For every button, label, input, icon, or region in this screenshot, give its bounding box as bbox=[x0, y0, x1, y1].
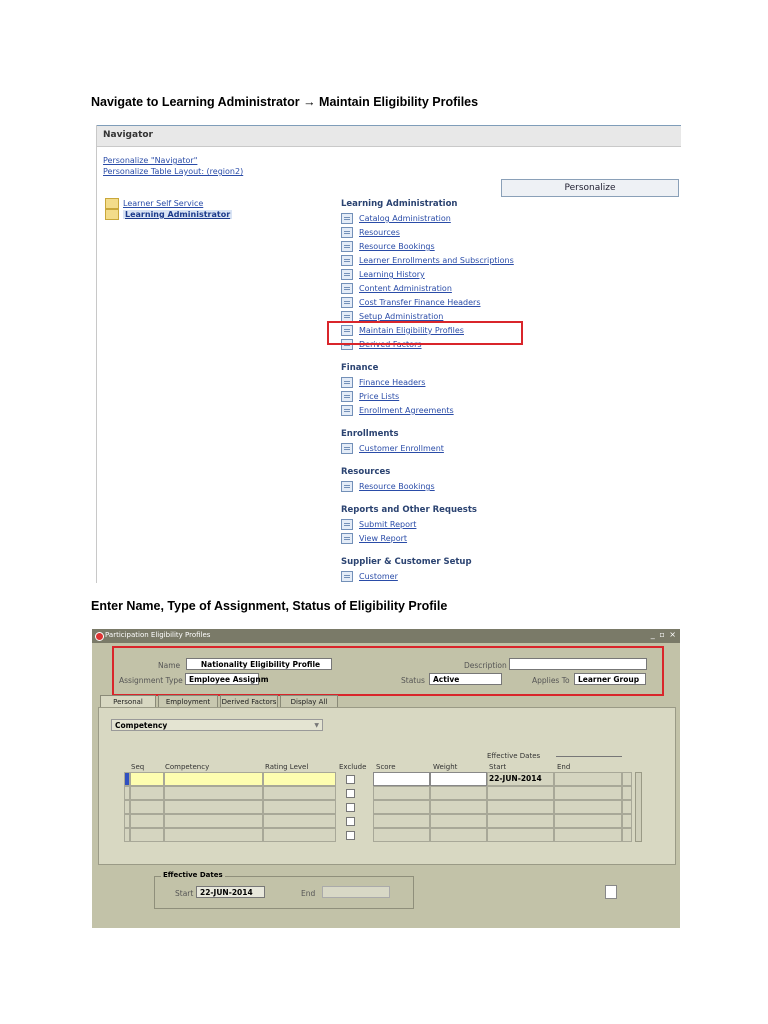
function-resource-bookings-2[interactable]: Resource Bookings bbox=[341, 481, 435, 493]
responsibility-learner-self-service[interactable] bbox=[105, 198, 203, 209]
weight-cell[interactable] bbox=[430, 786, 487, 800]
col-competency: Competency bbox=[165, 763, 210, 771]
start-cell[interactable] bbox=[487, 814, 554, 828]
function-price-lists[interactable]: Price Lists bbox=[341, 391, 399, 403]
folder-icon bbox=[105, 198, 119, 209]
row-flex-cell[interactable] bbox=[622, 800, 632, 814]
score-cell[interactable] bbox=[373, 772, 430, 786]
function-icon bbox=[341, 533, 353, 544]
seq-cell[interactable] bbox=[130, 814, 164, 828]
function-icon bbox=[341, 519, 353, 530]
rating-level-cell[interactable] bbox=[263, 800, 336, 814]
start-value: 22-JUN-2014 bbox=[489, 774, 542, 783]
weight-cell[interactable] bbox=[430, 800, 487, 814]
highlight-box-maintain-eligibility bbox=[327, 321, 523, 345]
description-label: Description bbox=[464, 661, 507, 670]
exclude-checkbox[interactable] bbox=[346, 803, 355, 812]
start-cell[interactable] bbox=[487, 772, 554, 786]
start-cell[interactable] bbox=[487, 786, 554, 800]
applies-to-field[interactable]: Learner Group bbox=[574, 673, 646, 685]
rating-level-cell[interactable] bbox=[263, 772, 336, 786]
rating-level-cell[interactable] bbox=[263, 814, 336, 828]
step-heading-navigate: Navigate to Learning Administrator → Maintain Eligibility Profiles bbox=[91, 95, 479, 109]
tab-derived-factors[interactable]: Derived Factors bbox=[220, 695, 278, 707]
function-icon bbox=[341, 405, 353, 416]
group-finance: Finance bbox=[341, 363, 379, 373]
function-icon bbox=[341, 241, 353, 252]
status-field[interactable]: Active bbox=[429, 673, 502, 685]
function-customer[interactable]: Customer bbox=[341, 571, 398, 583]
function-cost-transfer[interactable]: Cost Transfer Finance Headers bbox=[341, 297, 480, 309]
function-icon bbox=[341, 571, 353, 582]
group-reports: Reports and Other Requests bbox=[341, 505, 477, 515]
function-learner-enrollments[interactable]: Learner Enrollments and Subscriptions bbox=[341, 255, 514, 267]
competency-cell[interactable] bbox=[164, 786, 263, 800]
end-cell[interactable] bbox=[554, 814, 622, 828]
function-catalog-administration[interactable]: Catalog Administration bbox=[341, 213, 451, 225]
col-exclude: Exclude bbox=[339, 763, 367, 771]
navigator-screenshot bbox=[96, 125, 681, 583]
function-icon bbox=[341, 269, 353, 280]
function-icon bbox=[341, 213, 353, 224]
effective-start-label: Start bbox=[175, 889, 194, 898]
status-label: Status bbox=[401, 676, 425, 685]
rating-level-cell[interactable] bbox=[263, 828, 336, 842]
group-resources: Resources bbox=[341, 467, 391, 477]
criteria-select-value: Competency bbox=[115, 721, 168, 730]
effective-start-field[interactable]: 22-JUN-2014 bbox=[196, 886, 265, 898]
function-submit-report[interactable]: Submit Report bbox=[341, 519, 416, 531]
function-icon bbox=[341, 391, 353, 402]
chevron-down-icon: ▼ bbox=[314, 722, 319, 729]
effective-dates-header: Effective Dates bbox=[487, 752, 541, 760]
navigator-titlebar bbox=[97, 126, 681, 147]
form-window-title: Participation Eligibility Profiles bbox=[105, 631, 211, 639]
col-rating-level: Rating Level bbox=[265, 763, 309, 771]
highlight-box-profile-header bbox=[112, 646, 664, 696]
function-maintain-eligibility-profiles[interactable]: Maintain Eligibility Profiles bbox=[341, 325, 464, 337]
effective-dates-title: Effective Dates bbox=[163, 871, 223, 879]
function-customer-enrollment[interactable]: Customer Enrollment bbox=[341, 443, 444, 455]
group-learning-administration: Learning Administration bbox=[341, 199, 458, 209]
assignment-type-field[interactable]: Employee Assignm bbox=[185, 673, 259, 685]
responsibility-learning-administrator[interactable] bbox=[105, 209, 232, 220]
score-cell[interactable] bbox=[373, 814, 430, 828]
function-learning-history[interactable]: Learning History bbox=[341, 269, 425, 281]
exclude-checkbox[interactable] bbox=[346, 775, 355, 784]
tab-display-all[interactable]: Display All bbox=[280, 695, 338, 707]
function-icon bbox=[341, 297, 353, 308]
personalize-table-layout-link[interactable]: Personalize Table Layout: (region2) bbox=[103, 167, 244, 176]
assignment-type-label: Assignment Type bbox=[119, 676, 183, 685]
function-view-report[interactable]: View Report bbox=[341, 533, 407, 545]
competency-cell[interactable] bbox=[164, 828, 263, 842]
group-enrollments: Enrollments bbox=[341, 429, 399, 439]
step-heading-enter-profile: Enter Name, Type of Assignment, Status of Eligibility Profile bbox=[91, 599, 448, 613]
row-flex-cell[interactable] bbox=[622, 828, 632, 842]
col-seq: Seq bbox=[131, 763, 145, 771]
function-setup-administration[interactable]: Setup Administration bbox=[341, 311, 443, 323]
criteria-select[interactable] bbox=[111, 719, 323, 731]
form-titlebar bbox=[92, 629, 680, 643]
function-icon bbox=[341, 227, 353, 238]
score-cell[interactable] bbox=[373, 786, 430, 800]
seq-cell[interactable] bbox=[130, 800, 164, 814]
col-weight: Weight bbox=[433, 763, 458, 771]
end-cell[interactable] bbox=[554, 828, 622, 842]
exclude-checkbox[interactable] bbox=[346, 789, 355, 798]
function-icon bbox=[341, 255, 353, 266]
responsibility-link[interactable]: Learning Administrator bbox=[125, 210, 231, 219]
responsibility-link[interactable]: Learner Self Service bbox=[123, 199, 204, 208]
col-score: Score bbox=[376, 763, 396, 771]
personalize-button[interactable]: Personalize bbox=[501, 179, 679, 197]
effective-end-label: End bbox=[301, 889, 316, 898]
score-cell[interactable] bbox=[373, 828, 430, 842]
group-supplier-customer-setup: Supplier & Customer Setup bbox=[341, 557, 472, 567]
function-icon bbox=[341, 377, 353, 388]
competency-cell[interactable] bbox=[164, 772, 263, 786]
function-resource-bookings[interactable]: Resource Bookings bbox=[341, 241, 435, 253]
function-derived-factors[interactable]: Derived Factors bbox=[341, 339, 422, 351]
end-cell[interactable] bbox=[554, 786, 622, 800]
effective-end-field[interactable] bbox=[322, 886, 390, 898]
function-finance-headers[interactable]: Finance Headers bbox=[341, 377, 425, 389]
function-icon bbox=[341, 283, 353, 294]
exclude-checkbox[interactable] bbox=[346, 817, 355, 826]
name-label: Name bbox=[158, 661, 181, 670]
seq-cell[interactable] bbox=[130, 828, 164, 842]
col-end: End bbox=[557, 763, 571, 771]
folder-icon bbox=[105, 209, 119, 220]
start-cell[interactable] bbox=[487, 828, 554, 842]
seq-cell[interactable] bbox=[130, 786, 164, 800]
exclude-checkbox[interactable] bbox=[346, 831, 355, 840]
competency-cell[interactable] bbox=[164, 800, 263, 814]
tab-personal[interactable]: Personal bbox=[100, 695, 156, 707]
navigator-title: Navigator bbox=[103, 130, 153, 140]
weight-cell[interactable] bbox=[430, 814, 487, 828]
applies-to-label: Applies To bbox=[532, 676, 570, 685]
row-flex-cell[interactable] bbox=[622, 772, 632, 786]
score-cell[interactable] bbox=[373, 800, 430, 814]
weight-cell[interactable] bbox=[430, 772, 487, 786]
rating-level-cell[interactable] bbox=[263, 786, 336, 800]
tab-employment[interactable]: Employment bbox=[158, 695, 218, 707]
grid-scrollbar[interactable] bbox=[635, 772, 642, 842]
function-content-administration[interactable]: Content Administration bbox=[341, 283, 452, 295]
seq-cell[interactable] bbox=[130, 772, 164, 786]
function-enrollment-agreements[interactable]: Enrollment Agreements bbox=[341, 405, 454, 417]
end-cell[interactable] bbox=[554, 800, 622, 814]
row-flex-cell[interactable] bbox=[622, 786, 632, 800]
function-resources[interactable]: Resources bbox=[341, 227, 400, 239]
window-controls-icon[interactable]: _ ▫ × bbox=[650, 630, 677, 639]
personalize-navigator-link[interactable]: Personalize "Navigator" bbox=[103, 156, 198, 165]
row-flex-cell[interactable] bbox=[622, 814, 632, 828]
name-field[interactable]: Nationality Eligibility Profile bbox=[186, 658, 332, 670]
weight-cell[interactable] bbox=[430, 828, 487, 842]
function-icon bbox=[341, 443, 353, 454]
start-cell[interactable] bbox=[487, 800, 554, 814]
function-icon bbox=[341, 481, 353, 492]
end-cell[interactable] bbox=[554, 772, 622, 786]
col-start: Start bbox=[489, 763, 507, 771]
competency-cell[interactable] bbox=[164, 814, 263, 828]
oracle-icon bbox=[95, 632, 104, 641]
flexfield-button[interactable] bbox=[605, 885, 617, 899]
